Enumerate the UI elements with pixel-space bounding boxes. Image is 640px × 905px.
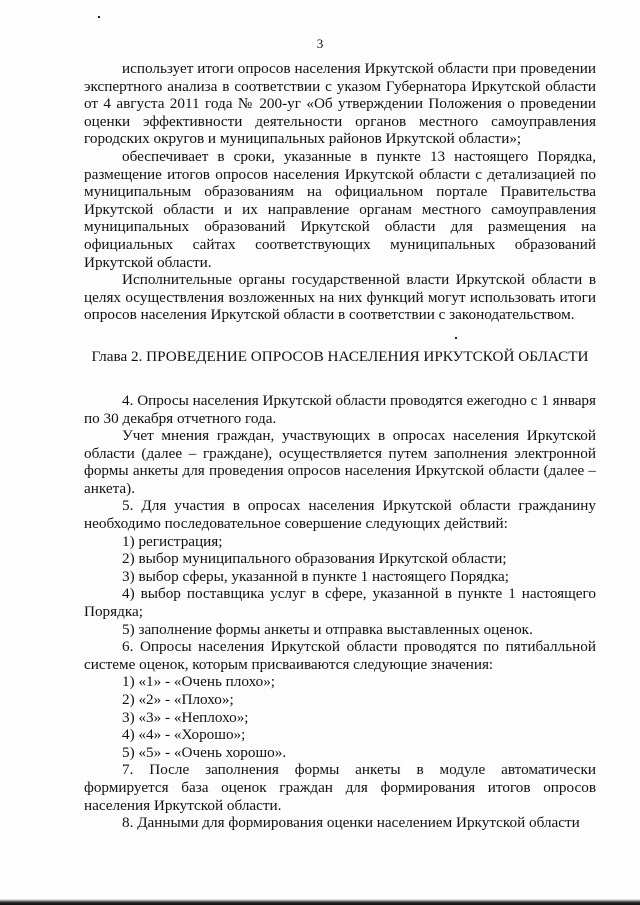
paragraph-8: 8. Данными для формирования оценки населением Иркутской области (122, 814, 580, 832)
paragraph-4: 4. Опросы населения Иркутской области проводятся ежегодно с 1 января по 30 декабря отчетного года. (84, 391, 597, 427)
paragraph-5: 5. Для участия в опросах населения Иркутской области гражданину необходимо последовательное совершение следующих действий: (84, 497, 596, 533)
scan-edge-shadow (0, 899, 640, 905)
scan-speck (98, 16, 100, 18)
document-body (84, 60, 596, 832)
list-item: 4) «4» - «Хорошо»; (122, 726, 246, 744)
list-item: 4) выбор поставщика услуг в сфере, указанной в пункте 1 настоящего Порядка; (84, 585, 596, 621)
list-item: 3) выбор сферы, указанной в пункте 1 настоящего Порядка; (122, 567, 509, 585)
chapter-heading: Глава 2. ПРОВЕДЕНИЕ ОПРОСОВ НАСЕЛЕНИЯ ИРКУТСКОЙ ОБЛАСТИ (91, 347, 589, 365)
list-item: 2) выбор муниципального образования Иркутской области; (122, 550, 507, 568)
list-item: 2) «2» - «Плохо»; (122, 691, 234, 708)
list-item: 5) заполнение формы анкеты и отправка выставленных оценок. (122, 620, 533, 638)
paragraph-6: 6. Опросы населения Иркутской области проводятся по пятибалльной системе оценок, которым присваиваются следующие значения: (84, 638, 596, 673)
list-item: 3) «3» - «Неплохо»; (122, 708, 249, 726)
paragraph: обеспечивает в сроки, указанные в пункте 13 настоящего Порядка, размещение итогов опросов населения Иркутской области с детализацией по муниципальным образованиям на официальном портале Правительства Иркутской области и их направление органам местного самоуправления муниципальных образований Иркутской области для размещения на официальных сайтах соответствующих муниципальных образований Иркутской области. (84, 147, 596, 271)
list-item: 1) «1» - «Очень плохо»; (122, 673, 276, 691)
paragraph: Исполнительные органы государственной власти Иркутской области в целях осуществления возложенных на них функций могут использовать итоги опросов населения Иркутской области в соответствии с законодательством. (84, 271, 596, 324)
paragraph: использует итоги опросов населения Иркутской области при проведении экспертного анализа в соответствии с указом Губернатора Иркутской области от 4 августа 2011 года № 200-уг «Об утверждении Положения о проведении оценки эффективности деятельности органов местного самоуправления городских округов и муниципальных районов Иркутской области»; (84, 60, 596, 148)
list-item: 5) «5» - «Очень хорошо». (122, 743, 287, 761)
paragraph-7: 7. После заполнения формы анкеты в модуле автоматически формируется база оценок граждан для формирования итогов опросов населения Иркутской области. (84, 761, 596, 814)
page-number: 3 (316, 36, 324, 51)
list-item: 1) регистрация; (122, 532, 223, 550)
paragraph-4-continued: Учет мнения граждан, участвующих в опросах населения Иркутской области (далее – граждане), осуществляется путем заполнения электронной формы анкеты для проведения опросов населения Иркутской области (далее – анкета). (84, 427, 596, 497)
